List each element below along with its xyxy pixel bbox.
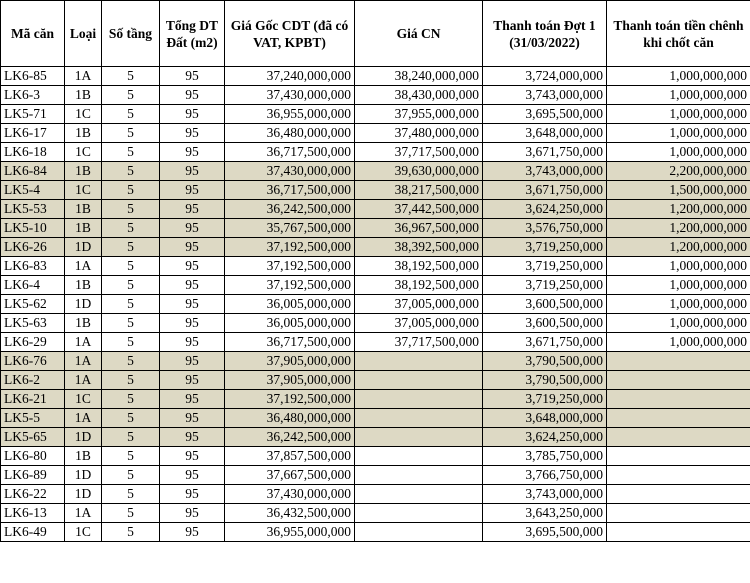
cell-first-payment: 3,743,000,000 xyxy=(483,162,607,181)
cell-base-price: 36,432,500,000 xyxy=(225,504,355,523)
table-row xyxy=(1,409,750,428)
cell-land-area: 95 xyxy=(160,409,225,428)
header-land-area: Tổng DT Đất (m2) xyxy=(160,1,225,67)
cell-land-area: 95 xyxy=(160,504,225,523)
cell-base-price: 36,005,000,000 xyxy=(225,314,355,333)
table-row xyxy=(1,352,750,371)
cell-difference-payment: 1,200,000,000 xyxy=(607,200,750,219)
cell-land-area: 95 xyxy=(160,371,225,390)
cell-difference-payment: 1,000,000,000 xyxy=(607,143,750,162)
cell-type: 1A xyxy=(65,371,102,390)
cell-land-area: 95 xyxy=(160,390,225,409)
cell-type: 1D xyxy=(65,428,102,447)
cell-land-area: 95 xyxy=(160,143,225,162)
cell-unit-code: LK6-89 xyxy=(1,466,65,485)
header-difference-payment: Thanh toán tiền chênh khi chốt căn xyxy=(607,1,750,67)
cell-base-price: 36,480,000,000 xyxy=(225,409,355,428)
cell-floors: 5 xyxy=(102,314,160,333)
cell-base-price: 37,430,000,000 xyxy=(225,485,355,504)
cell-unit-code: LK6-80 xyxy=(1,447,65,466)
table-row xyxy=(1,162,750,181)
cell-type: 1C xyxy=(65,105,102,124)
cell-floors: 5 xyxy=(102,523,160,542)
cell-land-area: 95 xyxy=(160,181,225,200)
cell-unit-code: LK5-71 xyxy=(1,105,65,124)
cell-type: 1B xyxy=(65,162,102,181)
cell-unit-code: LK6-3 xyxy=(1,86,65,105)
cell-difference-payment: 1,200,000,000 xyxy=(607,238,750,257)
cell-base-price: 36,717,500,000 xyxy=(225,181,355,200)
cell-difference-payment: 1,000,000,000 xyxy=(607,314,750,333)
cell-land-area: 95 xyxy=(160,352,225,371)
cell-difference-payment xyxy=(607,371,750,390)
cell-base-price: 36,717,500,000 xyxy=(225,143,355,162)
cell-base-price: 36,242,500,000 xyxy=(225,200,355,219)
cell-difference-payment: 1,500,000,000 xyxy=(607,181,750,200)
cell-first-payment: 3,600,500,000 xyxy=(483,314,607,333)
cell-first-payment: 3,743,000,000 xyxy=(483,485,607,504)
cell-land-area: 95 xyxy=(160,105,225,124)
cell-cn-price xyxy=(355,447,483,466)
table-row xyxy=(1,181,750,200)
cell-unit-code: LK5-63 xyxy=(1,314,65,333)
cell-type: 1B xyxy=(65,124,102,143)
table-row xyxy=(1,86,750,105)
cell-floors: 5 xyxy=(102,447,160,466)
cell-floors: 5 xyxy=(102,485,160,504)
cell-floors: 5 xyxy=(102,238,160,257)
table-row xyxy=(1,238,750,257)
cell-base-price: 37,430,000,000 xyxy=(225,162,355,181)
cell-land-area: 95 xyxy=(160,428,225,447)
cell-unit-code: LK6-17 xyxy=(1,124,65,143)
cell-type: 1D xyxy=(65,295,102,314)
cell-difference-payment: 1,000,000,000 xyxy=(607,295,750,314)
table-row xyxy=(1,466,750,485)
cell-difference-payment xyxy=(607,466,750,485)
cell-cn-price: 38,240,000,000 xyxy=(355,67,483,86)
cell-cn-price xyxy=(355,409,483,428)
cell-floors: 5 xyxy=(102,257,160,276)
cell-type: 1D xyxy=(65,485,102,504)
cell-type: 1A xyxy=(65,352,102,371)
header-first-payment: Thanh toán Đợt 1 (31/03/2022) xyxy=(483,1,607,67)
cell-land-area: 95 xyxy=(160,162,225,181)
cell-type: 1B xyxy=(65,219,102,238)
cell-cn-price: 38,192,500,000 xyxy=(355,276,483,295)
cell-first-payment: 3,643,250,000 xyxy=(483,504,607,523)
cell-first-payment: 3,695,500,000 xyxy=(483,523,607,542)
cell-land-area: 95 xyxy=(160,314,225,333)
cell-floors: 5 xyxy=(102,295,160,314)
cell-land-area: 95 xyxy=(160,124,225,143)
cell-floors: 5 xyxy=(102,333,160,352)
cell-floors: 5 xyxy=(102,162,160,181)
cell-first-payment: 3,600,500,000 xyxy=(483,295,607,314)
cell-base-price: 36,717,500,000 xyxy=(225,333,355,352)
cell-unit-code: LK6-13 xyxy=(1,504,65,523)
cell-base-price: 37,430,000,000 xyxy=(225,86,355,105)
cell-type: 1B xyxy=(65,276,102,295)
cell-land-area: 95 xyxy=(160,333,225,352)
cell-floors: 5 xyxy=(102,143,160,162)
cell-land-area: 95 xyxy=(160,447,225,466)
cell-first-payment: 3,576,750,000 xyxy=(483,219,607,238)
cell-cn-price: 37,717,500,000 xyxy=(355,333,483,352)
cell-unit-code: LK6-22 xyxy=(1,485,65,504)
cell-cn-price: 38,392,500,000 xyxy=(355,238,483,257)
cell-land-area: 95 xyxy=(160,200,225,219)
cell-type: 1C xyxy=(65,523,102,542)
cell-difference-payment xyxy=(607,504,750,523)
cell-base-price: 35,767,500,000 xyxy=(225,219,355,238)
cell-base-price: 37,667,500,000 xyxy=(225,466,355,485)
table-row xyxy=(1,219,750,238)
cell-floors: 5 xyxy=(102,219,160,238)
cell-floors: 5 xyxy=(102,371,160,390)
header-unit-code: Mã căn xyxy=(1,1,65,67)
table-row xyxy=(1,428,750,447)
cell-first-payment: 3,671,750,000 xyxy=(483,143,607,162)
cell-base-price: 37,192,500,000 xyxy=(225,238,355,257)
cell-difference-payment: 1,200,000,000 xyxy=(607,219,750,238)
cell-type: 1A xyxy=(65,504,102,523)
table-row xyxy=(1,390,750,409)
cell-floors: 5 xyxy=(102,428,160,447)
table-row xyxy=(1,67,750,86)
cell-floors: 5 xyxy=(102,105,160,124)
cell-land-area: 95 xyxy=(160,86,225,105)
cell-difference-payment xyxy=(607,390,750,409)
cell-base-price: 37,192,500,000 xyxy=(225,390,355,409)
table-row xyxy=(1,295,750,314)
cell-cn-price: 38,430,000,000 xyxy=(355,86,483,105)
cell-floors: 5 xyxy=(102,200,160,219)
cell-land-area: 95 xyxy=(160,466,225,485)
cell-land-area: 95 xyxy=(160,276,225,295)
cell-floors: 5 xyxy=(102,390,160,409)
cell-type: 1B xyxy=(65,200,102,219)
cell-first-payment: 3,790,500,000 xyxy=(483,371,607,390)
cell-floors: 5 xyxy=(102,466,160,485)
cell-first-payment: 3,719,250,000 xyxy=(483,238,607,257)
header-type: Loại xyxy=(65,1,102,67)
cell-first-payment: 3,743,000,000 xyxy=(483,86,607,105)
cell-difference-payment: 1,000,000,000 xyxy=(607,333,750,352)
table-row xyxy=(1,124,750,143)
table-row xyxy=(1,105,750,124)
cell-base-price: 37,857,500,000 xyxy=(225,447,355,466)
cell-land-area: 95 xyxy=(160,257,225,276)
cell-cn-price xyxy=(355,466,483,485)
cell-type: 1B xyxy=(65,447,102,466)
cell-base-price: 37,240,000,000 xyxy=(225,67,355,86)
cell-first-payment: 3,766,750,000 xyxy=(483,466,607,485)
cell-first-payment: 3,790,500,000 xyxy=(483,352,607,371)
table-row xyxy=(1,485,750,504)
cell-first-payment: 3,719,250,000 xyxy=(483,276,607,295)
cell-cn-price xyxy=(355,371,483,390)
cell-unit-code: LK5-10 xyxy=(1,219,65,238)
cell-land-area: 95 xyxy=(160,238,225,257)
cell-unit-code: LK6-83 xyxy=(1,257,65,276)
cell-land-area: 95 xyxy=(160,295,225,314)
cell-cn-price xyxy=(355,428,483,447)
cell-unit-code: LK6-21 xyxy=(1,390,65,409)
table-row xyxy=(1,504,750,523)
cell-unit-code: LK6-4 xyxy=(1,276,65,295)
cell-base-price: 36,955,000,000 xyxy=(225,105,355,124)
cell-type: 1A xyxy=(65,67,102,86)
cell-first-payment: 3,785,750,000 xyxy=(483,447,607,466)
header-row xyxy=(1,1,750,67)
table-row xyxy=(1,371,750,390)
header-cn-price: Giá CN xyxy=(355,1,483,67)
cell-unit-code: LK6-26 xyxy=(1,238,65,257)
table-row xyxy=(1,447,750,466)
table-row xyxy=(1,143,750,162)
cell-base-price: 37,905,000,000 xyxy=(225,371,355,390)
cell-unit-code: LK6-49 xyxy=(1,523,65,542)
cell-first-payment: 3,624,250,000 xyxy=(483,200,607,219)
cell-land-area: 95 xyxy=(160,523,225,542)
cell-unit-code: LK6-76 xyxy=(1,352,65,371)
cell-base-price: 36,480,000,000 xyxy=(225,124,355,143)
cell-base-price: 37,905,000,000 xyxy=(225,352,355,371)
cell-unit-code: LK5-53 xyxy=(1,200,65,219)
header-floors: Số tầng xyxy=(102,1,160,67)
cell-cn-price: 39,630,000,000 xyxy=(355,162,483,181)
cell-cn-price: 38,217,500,000 xyxy=(355,181,483,200)
table-row xyxy=(1,276,750,295)
cell-floors: 5 xyxy=(102,352,160,371)
cell-difference-payment: 2,200,000,000 xyxy=(607,162,750,181)
cell-base-price: 37,192,500,000 xyxy=(225,276,355,295)
cell-cn-price: 38,192,500,000 xyxy=(355,257,483,276)
cell-floors: 5 xyxy=(102,67,160,86)
cell-cn-price: 37,480,000,000 xyxy=(355,124,483,143)
cell-type: 1D xyxy=(65,238,102,257)
cell-cn-price: 37,005,000,000 xyxy=(355,314,483,333)
cell-difference-payment xyxy=(607,409,750,428)
cell-first-payment: 3,671,750,000 xyxy=(483,181,607,200)
cell-difference-payment: 1,000,000,000 xyxy=(607,257,750,276)
cell-cn-price xyxy=(355,390,483,409)
cell-land-area: 95 xyxy=(160,67,225,86)
cell-difference-payment: 1,000,000,000 xyxy=(607,124,750,143)
table-row xyxy=(1,333,750,352)
cell-type: 1A xyxy=(65,409,102,428)
cell-first-payment: 3,648,000,000 xyxy=(483,409,607,428)
cell-first-payment: 3,695,500,000 xyxy=(483,105,607,124)
cell-cn-price xyxy=(355,485,483,504)
table-row xyxy=(1,200,750,219)
cell-first-payment: 3,671,750,000 xyxy=(483,333,607,352)
cell-base-price: 36,005,000,000 xyxy=(225,295,355,314)
cell-unit-code: LK6-18 xyxy=(1,143,65,162)
cell-difference-payment: 1,000,000,000 xyxy=(607,105,750,124)
cell-base-price: 36,242,500,000 xyxy=(225,428,355,447)
cell-unit-code: LK5-62 xyxy=(1,295,65,314)
cell-base-price: 37,192,500,000 xyxy=(225,257,355,276)
cell-difference-payment xyxy=(607,428,750,447)
cell-cn-price xyxy=(355,352,483,371)
cell-floors: 5 xyxy=(102,86,160,105)
cell-difference-payment xyxy=(607,447,750,466)
cell-unit-code: LK6-85 xyxy=(1,67,65,86)
cell-first-payment: 3,724,000,000 xyxy=(483,67,607,86)
cell-unit-code: LK5-5 xyxy=(1,409,65,428)
table-body xyxy=(1,67,750,542)
cell-floors: 5 xyxy=(102,124,160,143)
header-base-price: Giá Gốc CDT (đã có VAT, KPBT) xyxy=(225,1,355,67)
cell-unit-code: LK6-84 xyxy=(1,162,65,181)
cell-difference-payment: 1,000,000,000 xyxy=(607,67,750,86)
cell-cn-price xyxy=(355,523,483,542)
cell-difference-payment xyxy=(607,523,750,542)
table-row xyxy=(1,523,750,542)
cell-difference-payment xyxy=(607,352,750,371)
cell-unit-code: LK6-29 xyxy=(1,333,65,352)
cell-land-area: 95 xyxy=(160,485,225,504)
cell-type: 1C xyxy=(65,181,102,200)
cell-type: 1C xyxy=(65,390,102,409)
cell-unit-code: LK6-2 xyxy=(1,371,65,390)
cell-cn-price: 37,717,500,000 xyxy=(355,143,483,162)
cell-type: 1C xyxy=(65,143,102,162)
cell-first-payment: 3,648,000,000 xyxy=(483,124,607,143)
cell-type: 1A xyxy=(65,257,102,276)
cell-floors: 5 xyxy=(102,276,160,295)
cell-difference-payment: 1,000,000,000 xyxy=(607,86,750,105)
cell-cn-price: 37,005,000,000 xyxy=(355,295,483,314)
cell-difference-payment: 1,000,000,000 xyxy=(607,276,750,295)
cell-unit-code: LK5-65 xyxy=(1,428,65,447)
cell-cn-price xyxy=(355,504,483,523)
cell-land-area: 95 xyxy=(160,219,225,238)
cell-floors: 5 xyxy=(102,409,160,428)
cell-floors: 5 xyxy=(102,181,160,200)
cell-first-payment: 3,719,250,000 xyxy=(483,257,607,276)
cell-type: 1B xyxy=(65,314,102,333)
cell-first-payment: 3,624,250,000 xyxy=(483,428,607,447)
cell-base-price: 36,955,000,000 xyxy=(225,523,355,542)
cell-first-payment: 3,719,250,000 xyxy=(483,390,607,409)
table-row xyxy=(1,314,750,333)
cell-difference-payment xyxy=(607,485,750,504)
cell-cn-price: 36,967,500,000 xyxy=(355,219,483,238)
cell-floors: 5 xyxy=(102,504,160,523)
table-row xyxy=(1,257,750,276)
cell-cn-price: 37,955,000,000 xyxy=(355,105,483,124)
cell-type: 1A xyxy=(65,333,102,352)
cell-cn-price: 37,442,500,000 xyxy=(355,200,483,219)
cell-type: 1B xyxy=(65,86,102,105)
cell-type: 1D xyxy=(65,466,102,485)
cell-unit-code: LK5-4 xyxy=(1,181,65,200)
